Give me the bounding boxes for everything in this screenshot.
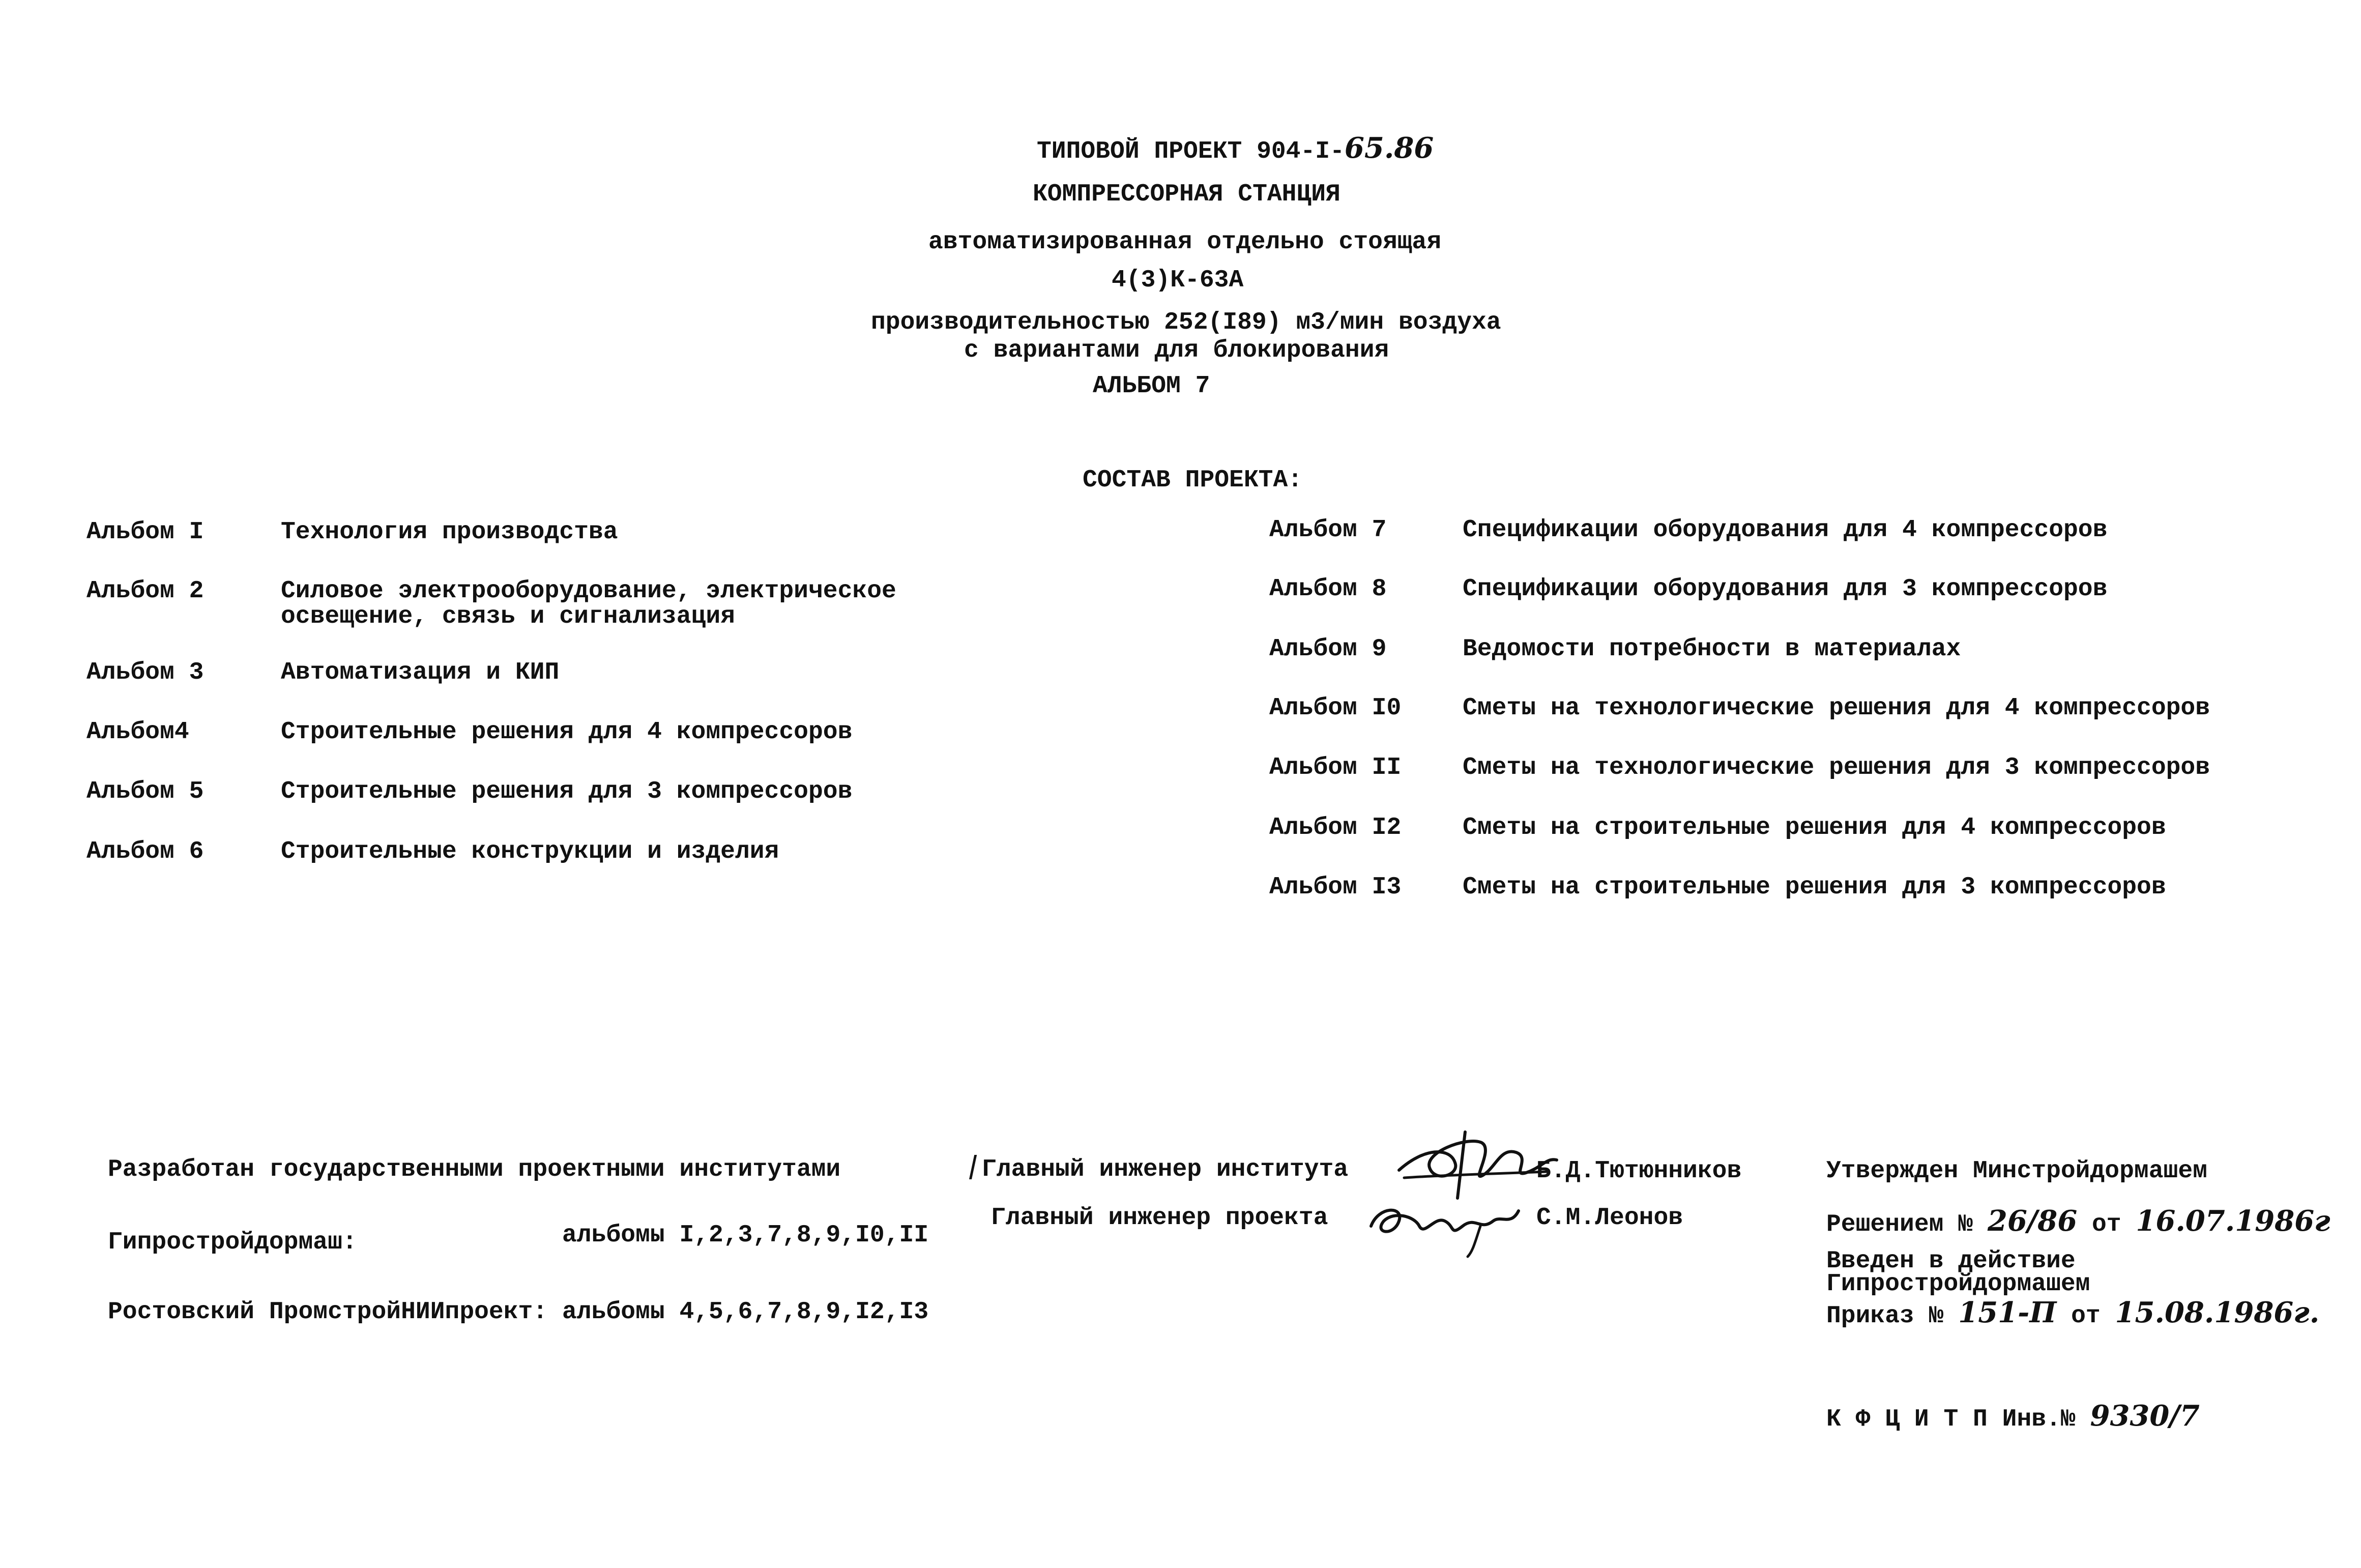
album-description-cont: освещение, связь и сигнализация (281, 603, 735, 630)
decision-prefix: Решением № (1826, 1211, 1973, 1238)
inventory-stamp (1826, 1399, 2200, 1433)
album-description: Спецификации оборудования для 3 компрессоров (1463, 575, 2108, 603)
approved-by: Утвержден Минстройдормашем (1826, 1157, 2207, 1185)
album-description: Сметы на технологические решения для 4 компрессоров (1463, 694, 2210, 722)
compressor-model: 4(3)К-63А (1112, 267, 1244, 294)
chief-project-label: Главный инженер проекта (991, 1204, 1328, 1232)
project-title (1037, 131, 1434, 165)
project-number-handwritten: 65.86 (1344, 131, 1434, 165)
chief-institute-name: Б.Д.Тютюнников (1536, 1157, 1742, 1185)
decision-line (1826, 1204, 2330, 1238)
institute-name: Ростовский ПромстройНИИпроект: (108, 1298, 548, 1326)
chief-project-name: С.М.Леонов (1536, 1204, 1683, 1232)
album-description: Технология производства (281, 518, 618, 546)
album-label: Альбом I3 (1269, 874, 1402, 901)
album-label: Альбом4 (86, 718, 189, 746)
variants-line: с вариантами для блокирования (964, 337, 1389, 364)
album-label: Альбом I0 (1269, 694, 1402, 722)
album-label: Альбом 5 (86, 778, 204, 805)
album-description: Сметы на строительные решения для 3 компрессоров (1463, 874, 2166, 901)
station-title: КОМПРЕССОРНАЯ СТАНЦИЯ (1033, 181, 1340, 208)
composition-title: СОСТАВ ПРОЕКТА: (1083, 467, 1303, 494)
institute-albums: альбомы I,2,3,7,8,9,I0,II (562, 1222, 929, 1249)
album-description: Спецификации оборудования для 4 компрессоров (1463, 516, 2108, 544)
decision-date-handwritten: 16.07.1986г (2136, 1204, 2330, 1238)
chief-institute-label: Главный инженер института (982, 1156, 1349, 1183)
album-description: Силовое электрооборудование, электрическое (281, 577, 896, 605)
album-description: Строительные решения для 4 компрессоров (281, 718, 853, 746)
album-label: Альбом I (86, 518, 204, 546)
album-description: Ведомости потребности в материалах (1463, 635, 1961, 663)
institute-albums: альбомы 4,5,6,7,8,9,I2,I3 (562, 1298, 929, 1326)
project-title-prefix: ТИПОВОЙ ПРОЕКТ 904-I- (1037, 138, 1345, 165)
album-label: Альбом I2 (1269, 814, 1402, 841)
album-label: Альбом 2 (86, 577, 204, 605)
inventory-number-handwritten: 9330/7 (2090, 1399, 2200, 1433)
chief-project-signature (1363, 1190, 1531, 1262)
album-description: Строительные решения для 3 компрессоров (281, 778, 853, 805)
album-description: Автоматизация и КИП (281, 659, 560, 686)
album-label: Альбом II (1269, 754, 1402, 781)
order-line (1826, 1298, 2319, 1328)
order-date-handwritten: 15.08.1986г. (2115, 1296, 2320, 1329)
album-label: Альбом 9 (1269, 635, 1387, 663)
capacity-line: производительностью 252(I89) м3/мин воздуха (871, 309, 1501, 336)
station-type: автоматизированная отдельно стоящая (928, 228, 1442, 256)
developers-heading: Разработан государственными проектными институтами (108, 1156, 841, 1183)
album-label: Альбом 6 (86, 838, 204, 865)
inventory-prefix: К Ф Ц И Т П Инв.№ (1826, 1406, 2076, 1433)
album-description: Строительные конструкции и изделия (281, 838, 779, 865)
album-description: Сметы на технологические решения для 3 компрессоров (1463, 754, 2210, 781)
order-from: от (2071, 1302, 2101, 1330)
decision-from: от (2091, 1211, 2121, 1238)
institute-name: Гипростройдормаш: (108, 1229, 357, 1256)
album-label: Альбом 7 (1269, 516, 1387, 544)
album-label: Альбом 8 (1269, 575, 1387, 603)
album-label: Альбом 3 (86, 659, 204, 686)
album-description: Сметы на строительные решения для 4 компрессоров (1463, 814, 2166, 841)
introduced-label: Введен в действие (1826, 1247, 2076, 1275)
introduced-by: Гипростройдормашем (1826, 1270, 2090, 1298)
order-prefix: Приказ № (1826, 1302, 1944, 1330)
album-number: АЛЬБОМ 7 (1093, 372, 1210, 400)
decision-number-handwritten: 26/86 (1987, 1204, 2078, 1238)
order-number-handwritten: 151-П (1958, 1296, 2057, 1329)
